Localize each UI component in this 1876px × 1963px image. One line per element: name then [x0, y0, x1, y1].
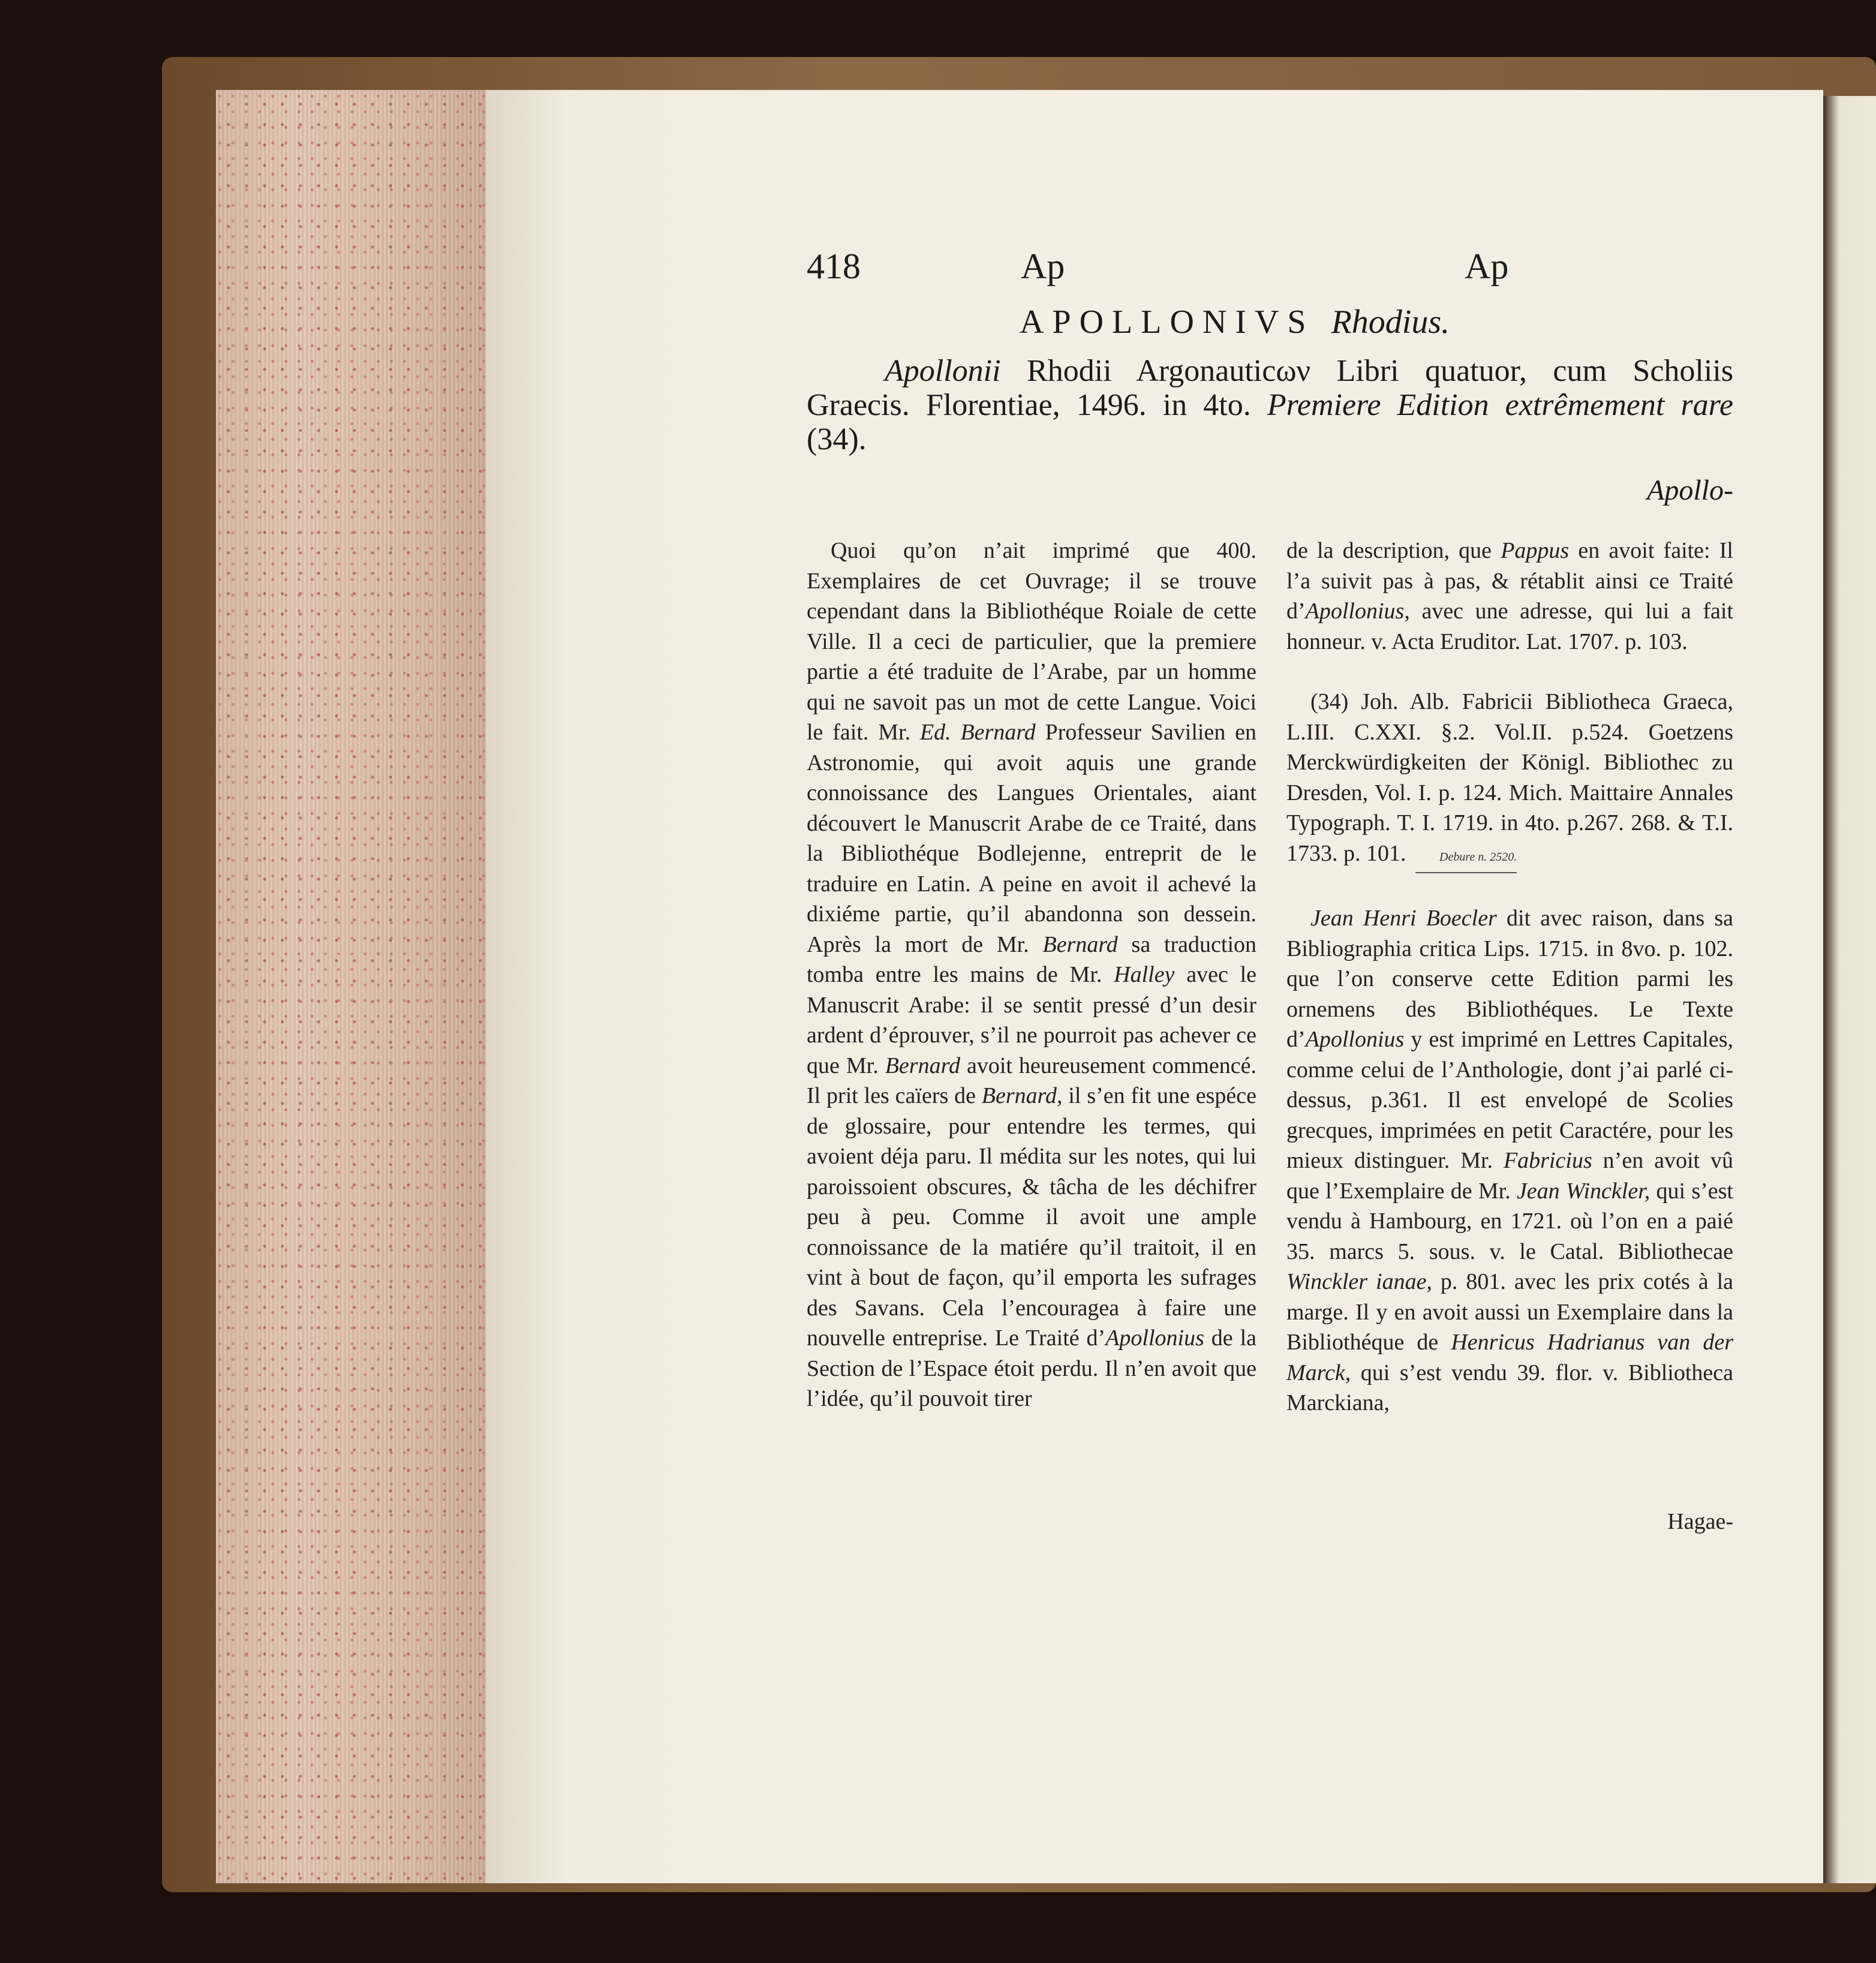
entry-heading [1020, 303, 1450, 341]
heading-name: APOLLONIVS [1020, 303, 1315, 341]
running-head-left: Ap [1021, 246, 1065, 286]
running-head-right: Ap [1465, 246, 1509, 286]
page-edges [216, 90, 488, 1883]
catchword-bottom: Hagae- [1667, 1509, 1733, 1534]
left-column [807, 536, 1256, 1414]
book-entry [807, 354, 1733, 456]
entry-author: Apollonii [885, 354, 1001, 388]
footnote-34: (34) Joh. Alb. Fabricii Bibliotheca Graeca, L.III. C.XXI. §.2. Vol.II. p.524. Goetzens Merckwürdigkeiten der Königl. Bibliothec zu Dresden, Vol. I. p. 124. Mich. Maittaire Annales Typograph. T. I. 1719. in 4to. p.267. 268. & T.I. 1733. p. 101. Debure n. 2520. [1286, 687, 1733, 873]
entry-footnote-ref: (34). [807, 422, 867, 456]
right-column [1286, 536, 1733, 1418]
page-number: 418 [807, 246, 861, 286]
entry-note: Premiere Edition extrêmement rare [1267, 388, 1733, 422]
heading-epithet: Rhodius. [1331, 303, 1450, 341]
right-paragraph: Jean Henri Boecler dit avec raison, dans sa Bibliographia critica Lips. 1715. in 8vo. p. 102. que l’on conserve cette Edition parmi les ornemens des Bibliothéques. Le Texte d’Apollonius y est imprimé en Lettres Capitales, comme celui de l’Anthologie, dont j’ai parlé ci-dessus, p.361. Il est envelopé de Scolies grecques, imprimées en petit Caractére, pour les mieux distinguer. Mr. Fabricius n’en avoit vû que l’Exemplaire de Mr. Jean Winckler, qui s’est vendu à Hambourg, en 1721. où l’on en a paié 35. marcs 5. sous. v. le Catal. Bibliothecae Winckler ianae, p. 801. avec les prix cotés à la marge. Il y en avoit aussi un Exemplaire dans la Bibliothéque de Henricus Hadrianus van der Marck, qui s’est vendu 39. flor. v. Bibliotheca Marckiana, [1286, 906, 1734, 1415]
entry-title: Rhodii Argonauticων Libri quatuor, cum Scholiis Graecis. Florentiae, 1496. in 4to. [807, 354, 1733, 422]
right-paragraph-continued: de la description, que Pappus en avoit faite: Il l’a suivit pas à pas, & rétablit ainsi ce Traité d’Apollonius, avec une adresse, qui lui a fait honneur. v. Acta Eruditor. Lat. 1707. p. 103. [1286, 538, 1734, 654]
facing-page-edge [1823, 96, 1876, 1883]
handwritten-annotation: Debure n. 2520. [1415, 842, 1517, 874]
left-paragraph: Quoi qu’on n’ait imprimé que 400. Exemplaires de cet Ouvrage; il se trouve cependant dans la Bibliothéque Roiale de cette Ville. Il a ceci de particulier, que la premiere partie a été traduite de l’Arabe, par un homme qui ne savoit pas un mot de cette Langue. Voici le fait. Mr. Ed. Bernard Professeur Savilien en Astronomie, qui avoit aquis une grande connoissance des Langues Orientales, aiant découvert le Manuscrit Arabe de ce Traité, dans la Bibliothéque Bodlejenne, entreprit de le traduire en Latin. A peine en avoit il achevé la dixiéme partie, qu’il abandonna son dessein. Après la mort de Mr. Bernard sa traduction tomba entre les mains de Mr. Halley avec le Manuscrit Arabe: il se sentit pressé d’un desir ardent d’éprouver, s’il ne pourroit pas achever ce que Mr. Bernard avoit heureusement commencé. Il prit les caïers de Bernard, il s’en fit une espéce de glossaire, pour entendre les termes, qui avoient déja paru. Il médita sur les notes, qui lui paroissoient obscures, & tâcha de les déchifrer peu à peu. Comme il avoit une ample connoissance de la matiére qu’il traitoit, il en vint à bout de façon, qu’il emporta les sufrages des Savans. Cela l’encouragea à faire une nouvelle entreprise. Le Traité d’Apollonius de la Section de l’Espace étoit perdu. Il n’en avoit que l’idée, qu’il pouvoit tirer [807, 538, 1257, 1411]
catchword-top: Apollo- [1647, 474, 1733, 506]
